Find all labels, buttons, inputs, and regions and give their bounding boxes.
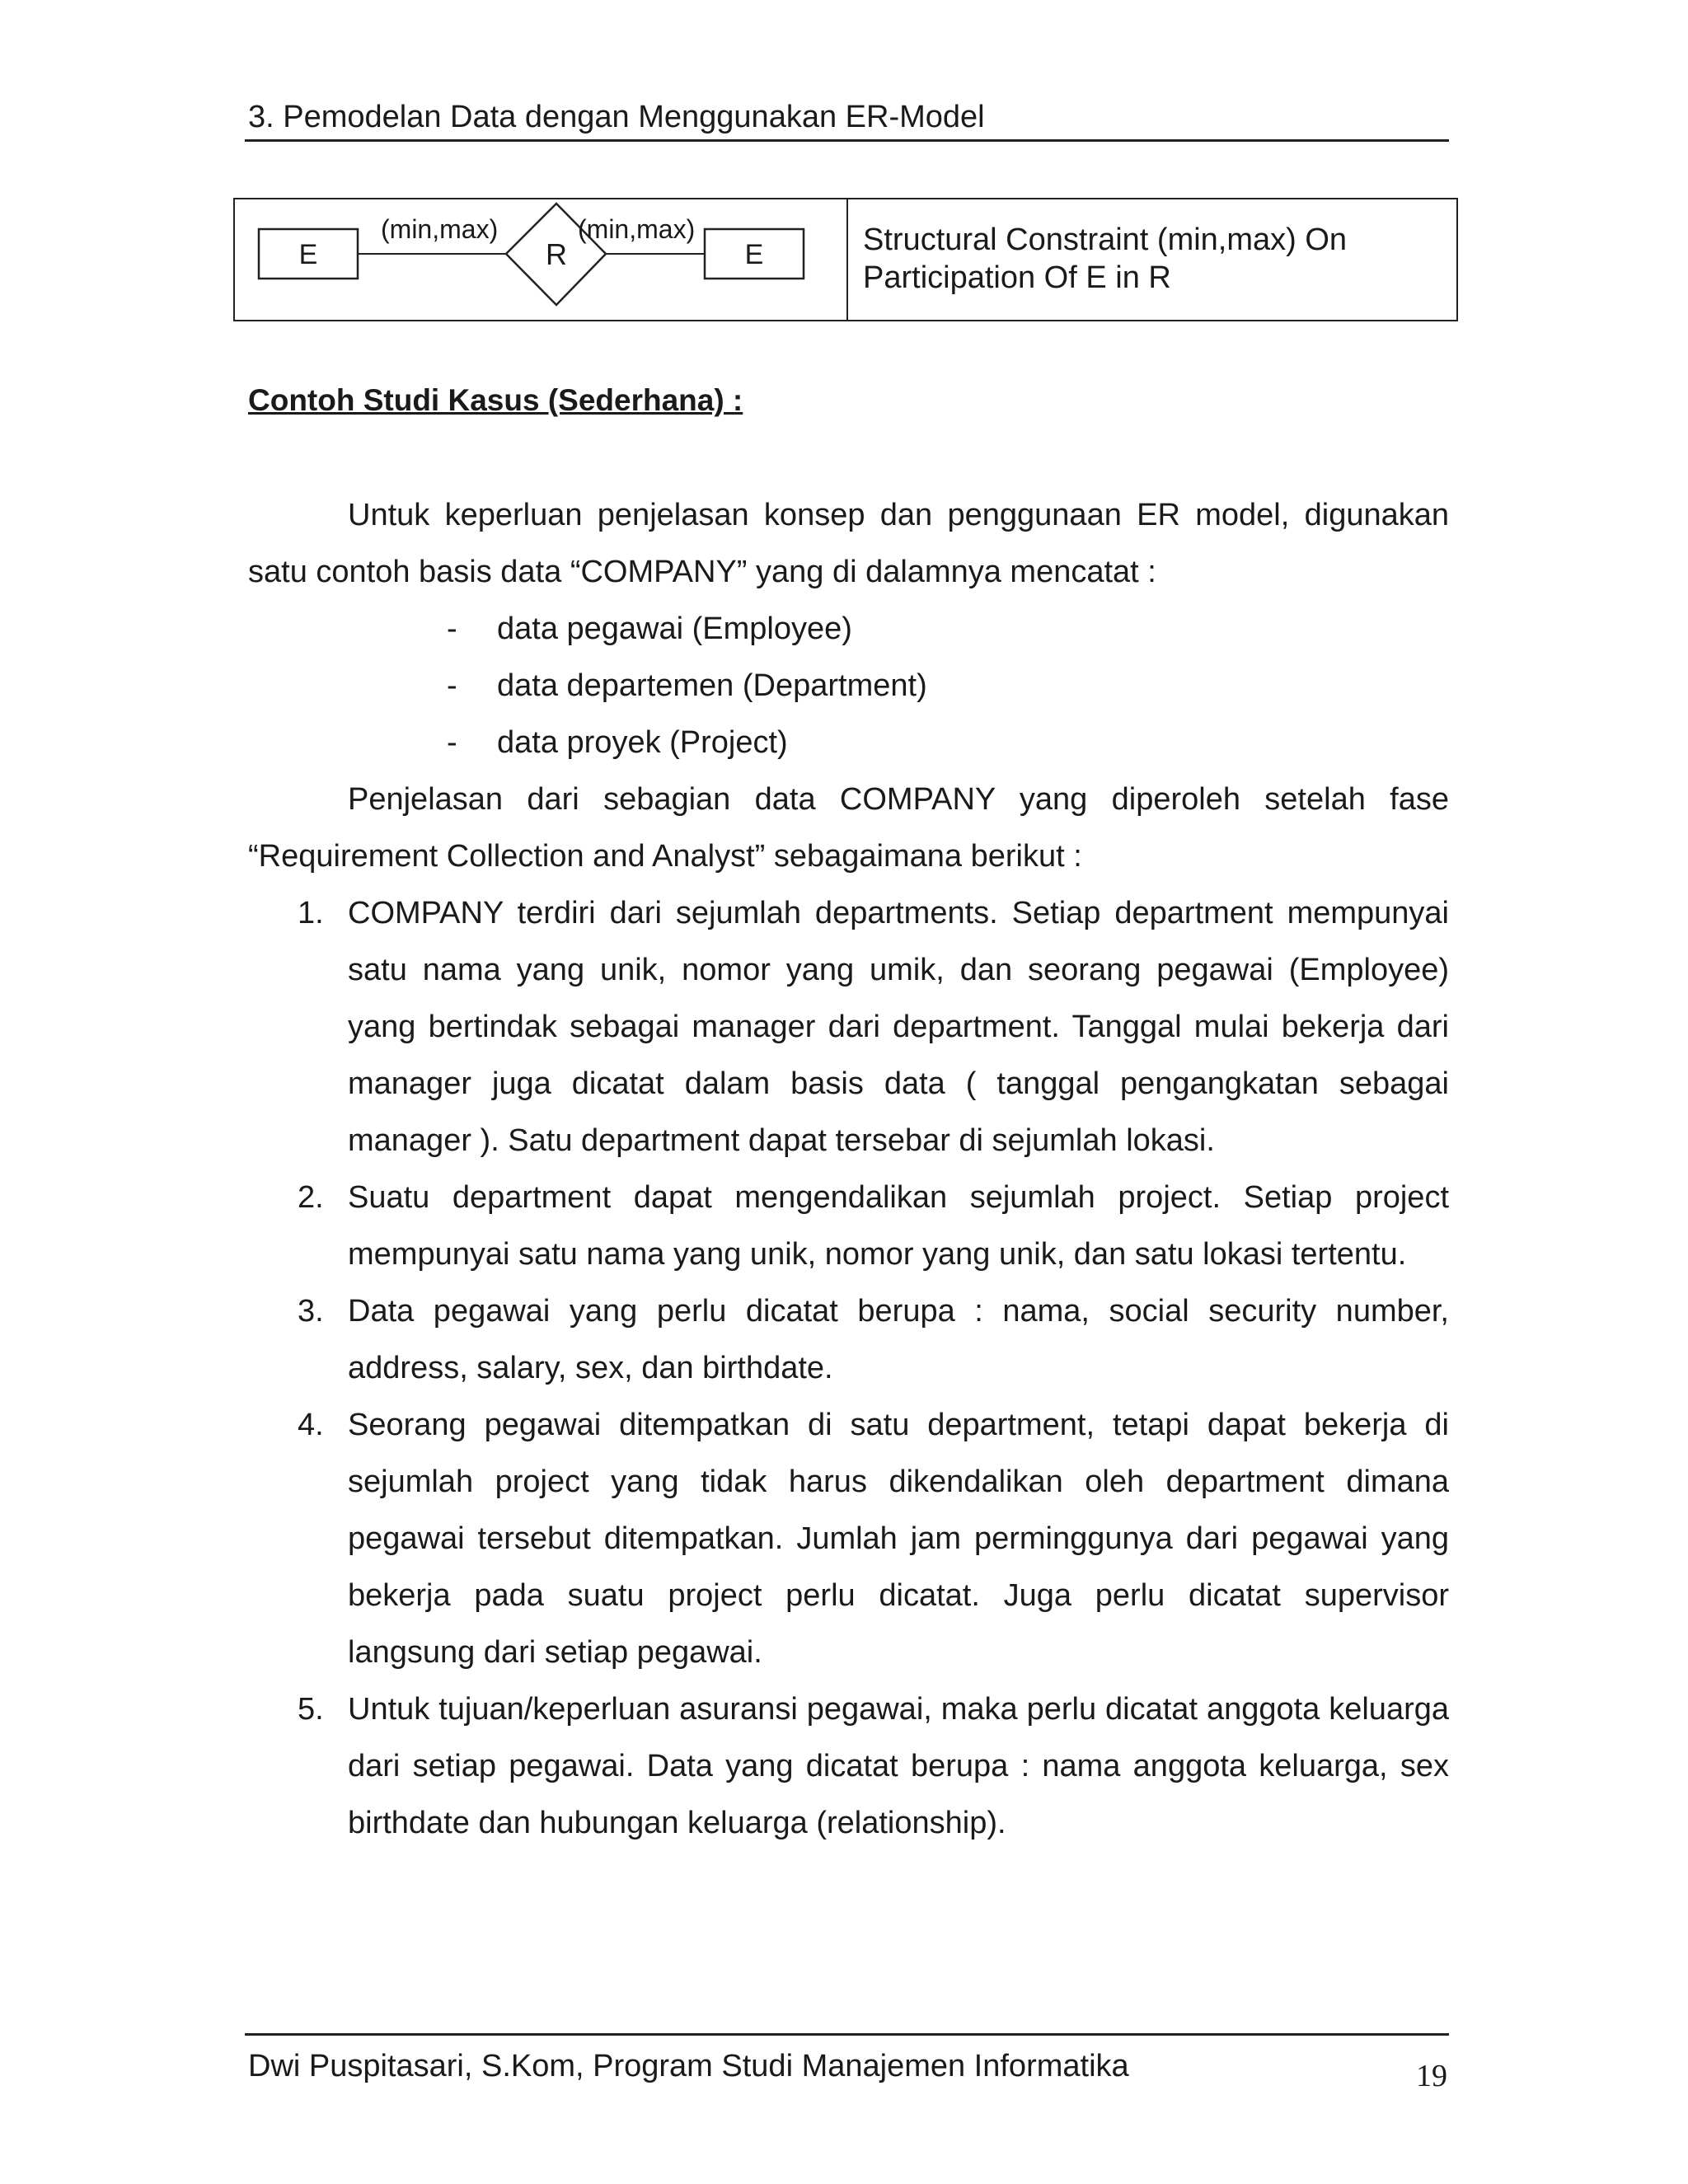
footer-author: Dwi Puspitasari, S.Kom, Program Studi Manajemen Informatika: [248, 2049, 1129, 2083]
item-text: Seorang pegawai ditempatkan di satu department, tetapi dapat bekerja di sejumlah project yang tidak harus dikendalikan oleh department dimana pegawai tersebut ditempatkan. Jumlah jam perminggunya dari pegawai yang bekerja pada suatu project perlu dicatat. Juga perlu dicatat supervisor langsung dari setiap pegawai.: [348, 1408, 1449, 1670]
notation-description-line-2: Participation Of E in R: [863, 260, 1171, 295]
notation-table: [233, 198, 1458, 321]
bullet-marker: -: [447, 668, 457, 703]
requirement-item: [248, 1169, 1449, 1283]
page-number: 19: [1416, 2059, 1447, 2093]
requirement-item: [248, 1283, 1449, 1397]
item-number: 5.: [298, 1692, 324, 1727]
header-rule: [245, 139, 1449, 142]
cardinality-label-right: (min,max): [578, 214, 696, 244]
entity-right-label: E: [744, 239, 764, 270]
bullet-item: [447, 601, 927, 658]
entity-left-label: E: [298, 239, 318, 270]
running-header: 3. Pemodelan Data dengan Menggunakan ER-Model: [248, 100, 985, 134]
notation-description-line-1: Structural Constraint (min,max) On: [863, 223, 1348, 257]
data-bullet-list: [447, 601, 927, 771]
bullet-item: [447, 658, 927, 715]
item-number: 1.: [298, 896, 324, 930]
item-number: 2.: [298, 1180, 324, 1215]
item-number: 4.: [298, 1408, 324, 1442]
item-text: Untuk tujuan/keperluan asuransi pegawai, maka perlu dicatat anggota keluarga dari setiap pegawai. Data yang dicatat berupa : nama anggota keluarga, sex birthdate dan hubungan keluarga (relationship).: [348, 1692, 1449, 1840]
requirements-list: [248, 885, 1449, 1852]
table-divider: [846, 199, 848, 320]
requirement-item: [248, 1397, 1449, 1681]
item-text: Suatu department dapat mengendalikan sejumlah project. Setiap project mempunyai satu nama yang unik, nomor yang unik, dan satu lokasi tertentu.: [348, 1180, 1449, 1272]
requirement-item: [248, 885, 1449, 1169]
er-structural-constraint-diagram: [235, 199, 846, 320]
intro-paragraph: Untuk keperluan penjelasan konsep dan penggunaan ER model, digunakan satu contoh basis data “COMPANY” yang di dalamnya mencatat :: [248, 498, 1449, 589]
bullet-item: [447, 715, 927, 771]
bullet-text: data pegawai (Employee): [497, 612, 852, 646]
bullet-text: data proyek (Project): [497, 725, 788, 760]
relationship-label: R: [546, 237, 567, 271]
cardinality-label-left: (min,max): [381, 214, 499, 244]
bullet-marker: -: [447, 612, 457, 646]
item-text: Data pegawai yang perlu dicatat berupa : nama, social security number, address, salary, sex, dan birthdate.: [348, 1294, 1449, 1385]
section-heading: Contoh Studi Kasus (Sederhana) :: [248, 383, 743, 417]
lead-paragraph: Penjelasan dari sebagian data COMPANY yang diperoleh setelah fase “Requirement Collection and Analyst” sebagaimana berikut :: [248, 782, 1449, 874]
bullet-marker: -: [447, 725, 457, 760]
footer-rule: [245, 2033, 1449, 2036]
item-text: COMPANY terdiri dari sejumlah departments. Setiap department mempunyai satu nama yang unik, nomor yang umik, dan seorang pegawai (Employee) yang bertindak sebagai manager dari department. Tanggal mulai bekerja dari manager juga dicatat dalam basis data ( tanggal pengangkatan sebagai manager ). Satu department dapat tersebar di sejumlah lokasi.: [348, 896, 1449, 1158]
item-number: 3.: [298, 1294, 324, 1329]
bullet-text: data departemen (Department): [497, 668, 927, 703]
requirement-item: [248, 1681, 1449, 1852]
notation-description: [863, 221, 1440, 297]
